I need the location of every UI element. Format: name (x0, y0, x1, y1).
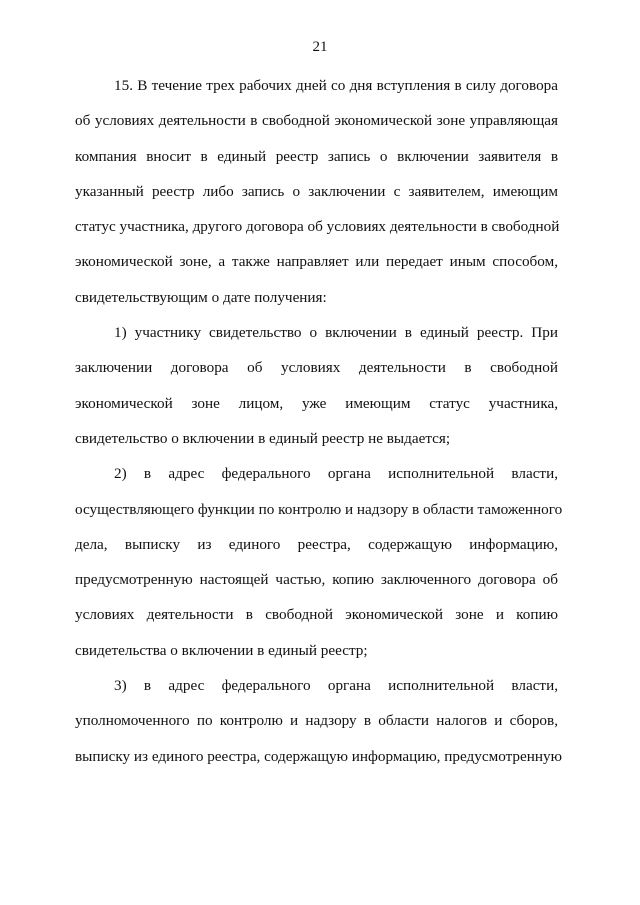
list-item-2 (75, 463, 563, 675)
text-line: 1) участнику свидетельство о включении в единый реестр. При (114, 324, 558, 342)
text-line: компания вносит в единый реестр запись о включении заявителя в (75, 147, 558, 165)
text-line: об условиях деятельности в свободной экономической зоне управляющая (75, 112, 558, 130)
page-number: 21 (312, 39, 328, 55)
text-line: 3) в адрес федерального органа исполнительной власти, (114, 677, 558, 695)
text-line: дела, выписку из единого реестра, содержащую информацию, (75, 535, 558, 553)
text-line: экономической зоне лицом, уже имеющим статус участника, (75, 394, 558, 412)
paragraph-15 (75, 75, 558, 322)
text-line: экономической зоне, а также направляет или передает иным способом, (75, 253, 558, 271)
text-line: 2) в адрес федерального органа исполнительной власти, (114, 465, 558, 483)
text-line: статус участника, другого договора об условиях деятельности в свободной (75, 218, 560, 236)
text-line: свидетельства о включении в единый реестр; (75, 641, 368, 659)
text-line: условиях деятельности в свободной экономической зоне и копию (75, 606, 558, 624)
list-item-3 (75, 675, 562, 781)
text-line: предусмотренную настоящей частью, копию заключенного договора об (75, 571, 558, 589)
text-line: осуществляющего функции по контролю и надзору в области таможенного (75, 500, 563, 518)
text-line: заключении договора об условиях деятельности в свободной (75, 359, 558, 377)
list-item-1 (75, 322, 558, 463)
text-line: уполномоченного по контролю и надзору в области налогов и сборов, (75, 712, 558, 730)
text-line: свидетельство о включении в единый реестр не выдается; (75, 429, 451, 447)
text-line: 15. В течение трех рабочих дней со дня вступления в силу договора (114, 77, 558, 94)
document-body (75, 75, 563, 781)
text-line: свидетельствующим о дате получения: (75, 288, 327, 306)
text-line: указанный реестр либо запись о заключении с заявителем, имеющим (75, 182, 558, 200)
text-line: выписку из единого реестра, содержащую информацию, предусмотренную (75, 747, 562, 765)
